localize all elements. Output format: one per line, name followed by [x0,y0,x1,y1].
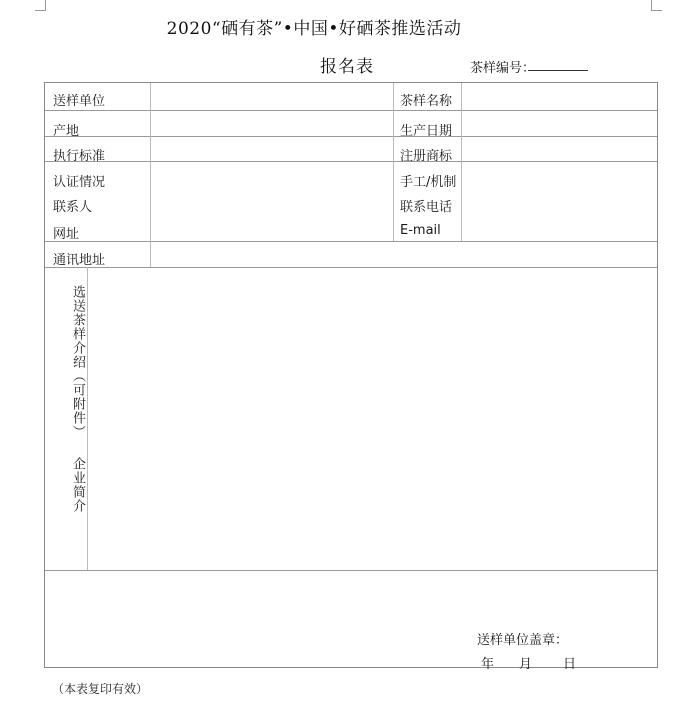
label-production-method: 手工/机制 [400,175,457,190]
contact-phone-field[interactable] [465,190,651,212]
date-year: 年 [481,657,495,672]
label-trademark: 注册商标 [400,149,453,164]
page-corner-mark-left [35,0,46,11]
trademark-field[interactable] [465,138,651,160]
column-divider [150,83,151,267]
certification-field[interactable] [155,165,389,187]
date-day: 日 [563,657,577,672]
page-corner-mark-right [651,0,662,11]
registration-form-table [44,82,658,672]
row-divider [45,161,657,162]
form-subtitle: 报名表 [320,57,374,77]
label-company-intro: 企业简介 [70,457,85,513]
column-divider [461,83,462,241]
date-month: 月 [519,657,533,672]
website-field[interactable] [155,216,389,238]
row-divider [45,136,657,137]
intro-text-area[interactable] [93,271,653,565]
email-field[interactable] [465,216,651,238]
production-method-field[interactable] [465,165,651,187]
sample-name-field[interactable] [465,86,651,108]
column-divider [393,83,394,241]
label-email: E-mail [400,223,441,238]
origin-field[interactable] [155,113,389,135]
label-website: 网址 [53,227,80,242]
document-title: 2020“硒有茶”•中国•好硒茶推选活动 [166,19,462,39]
label-origin: 产地 [53,124,80,139]
label-production-date: 生产日期 [400,124,453,139]
label-contact-phone: 联系电话 [400,200,453,215]
label-mailing-address: 通讯地址 [53,253,106,268]
label-contact-person: 联系人 [53,200,93,215]
footnote: （本表复印有效） [52,682,149,696]
standard-field[interactable] [155,138,389,160]
label-sample-intro: 选送茶样介绍（可附件） [70,285,85,439]
sample-number-label: 茶样编号： [470,61,536,76]
mailing-address-field[interactable] [155,243,651,265]
seal-label: 送样单位盖章： [477,633,569,648]
row-divider [45,110,657,111]
row-divider [45,241,657,242]
row-divider [45,570,657,571]
production-date-field[interactable] [465,113,651,135]
contact-person-field[interactable] [155,190,389,212]
column-divider [87,267,88,570]
label-sending-unit: 送样单位 [53,94,106,109]
label-certification: 认证情况 [53,175,106,190]
sample-number-field[interactable] [528,70,588,71]
label-sample-name: 茶样名称 [400,94,453,109]
label-standard: 执行标准 [53,149,106,164]
row-divider [45,267,657,268]
sending-unit-field[interactable] [155,86,389,108]
